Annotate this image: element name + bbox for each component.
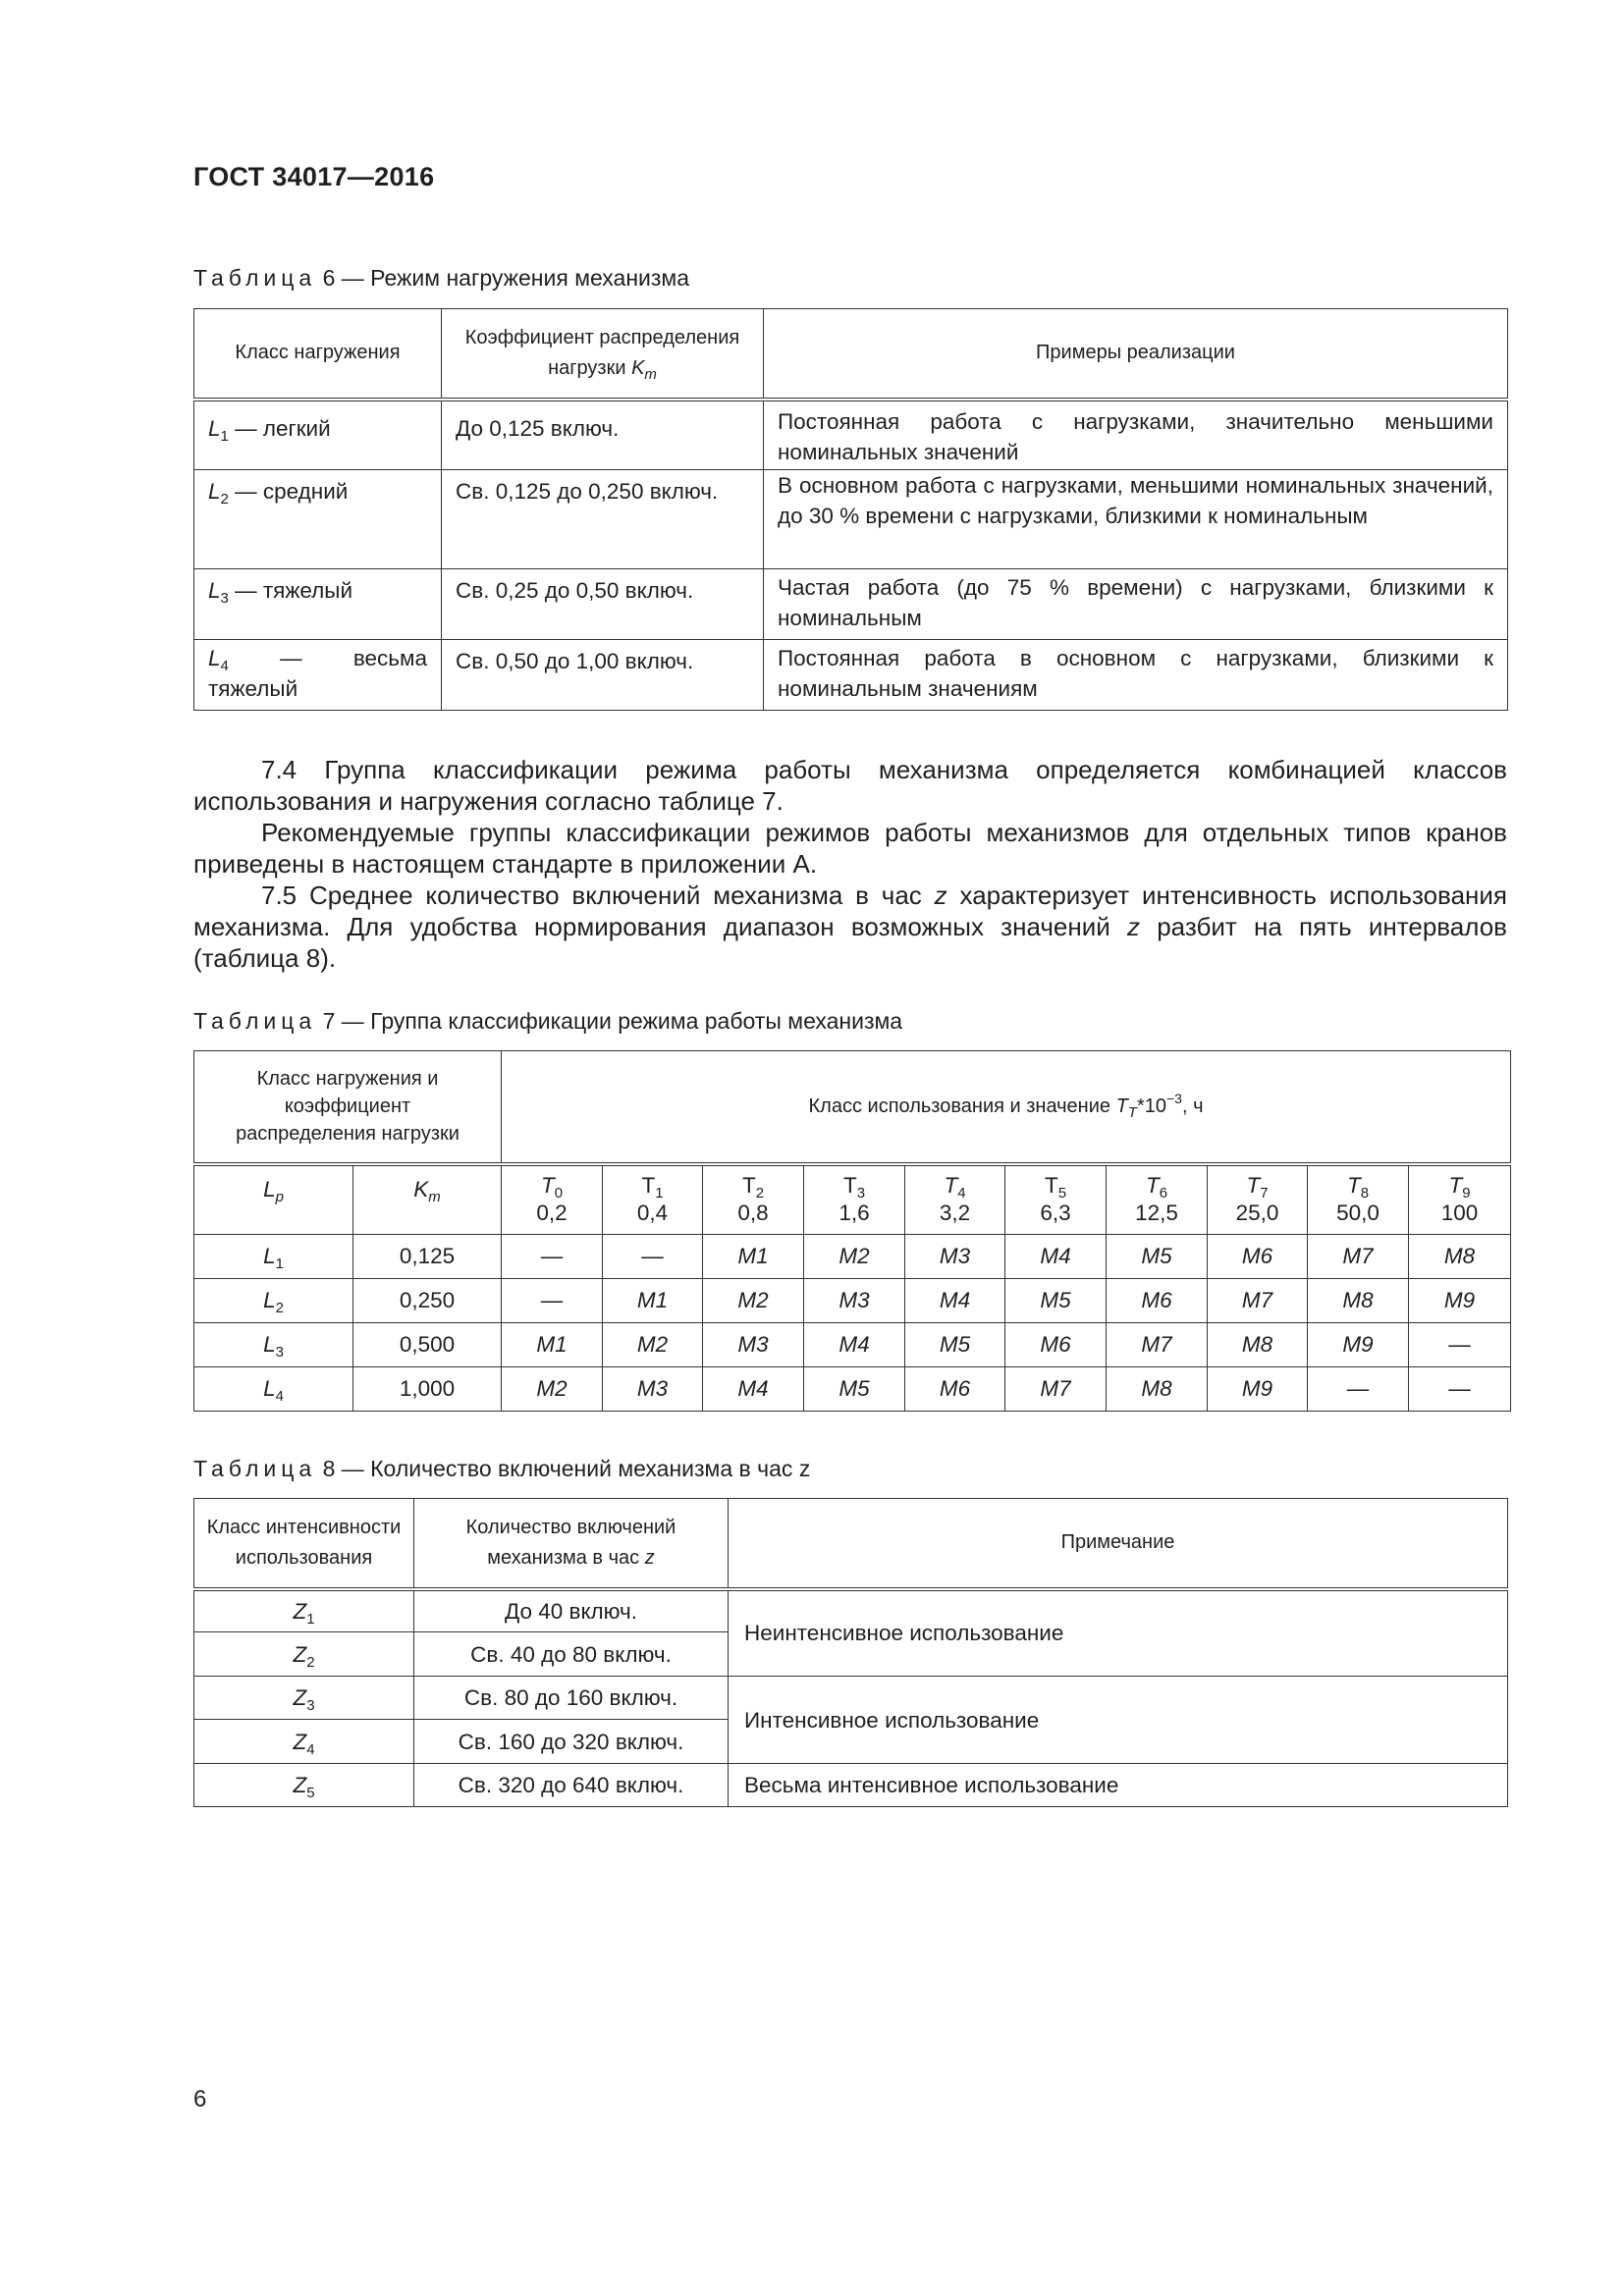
table7-caption-text: 7 — Группа классификации режима работы механизма — [322, 1008, 903, 1034]
table8-class-cell: $Z_5$ — [194, 1764, 414, 1807]
table7-group-cell: M3 — [703, 1323, 804, 1367]
table-row — [194, 1677, 1508, 1720]
table7-t-head: $T_8$ 50,0 — [1308, 1164, 1409, 1235]
table7-group-cell: M4 — [905, 1279, 1005, 1323]
table8-caption — [193, 1456, 810, 1482]
table7-group-cell: M9 — [1208, 1367, 1308, 1412]
table7-group-cell: — — [603, 1235, 703, 1279]
table6-example-cell: Постоянная работа с нагрузками, значительно меньшими номинальных значений — [764, 400, 1508, 470]
table8-count-cell: До 40 включ. — [414, 1589, 729, 1632]
table8-class-cell: $Z_1$ — [194, 1589, 414, 1632]
table7-group-cell: M2 — [804, 1235, 905, 1279]
table7-group-cell: M5 — [1107, 1235, 1208, 1279]
table7-km-cell: 0,250 — [353, 1279, 502, 1323]
table-row — [194, 470, 1508, 569]
table7-group-cell: M5 — [804, 1367, 905, 1412]
table7-head-load-class: Класс нагружения и коэффициент распределения нагрузки — [194, 1051, 502, 1164]
table6-head-class: Класс нагружения — [194, 309, 442, 400]
table7-group-cell: M6 — [1005, 1323, 1107, 1367]
table7-km-cell: 0,125 — [353, 1235, 502, 1279]
table6 — [193, 308, 1508, 711]
table6-caption-text: 6 — Режим нагружения механизма — [322, 265, 690, 291]
table7 — [193, 1050, 1511, 1412]
table7-subheader-row — [194, 1164, 1511, 1235]
table-row — [194, 1367, 1511, 1412]
table6-head-coef: Коэффициент распределения нагрузки $K_m$ — [442, 309, 764, 400]
table6-header-row — [194, 309, 1508, 400]
table7-group-cell: — — [1409, 1367, 1511, 1412]
table7-group-cell: M3 — [603, 1367, 703, 1412]
table7-group-cell: M2 — [603, 1323, 703, 1367]
table7-t-head: $T_0$ 0,2 — [502, 1164, 603, 1235]
table7-lp-cell: $L_1$ — [194, 1235, 353, 1279]
table7-group-cell: — — [502, 1235, 603, 1279]
table8-note-cell: Интенсивное использование — [729, 1677, 1508, 1764]
table6-coef-cell: Св. 0,125 до 0,250 включ. — [442, 470, 764, 569]
table8-note-cell: Неинтенсивное использование — [729, 1589, 1508, 1677]
table8-count-cell: Св. 80 до 160 включ. — [414, 1677, 729, 1720]
table7-group-cell: M6 — [1107, 1279, 1208, 1323]
table6-caption — [193, 265, 689, 292]
table8-caption-text: 8 — Количество включений механизма в час z — [322, 1456, 811, 1481]
table8-count-cell: Св. 320 до 640 включ. — [414, 1764, 729, 1807]
table7-group-cell: M6 — [905, 1367, 1005, 1412]
table6-class-cell: $L_1$ — легкий — [194, 400, 442, 470]
table8-count-cell: Св. 160 до 320 включ. — [414, 1720, 729, 1764]
table6-example-cell: Постоянная работа в основном с нагрузками, близкими к номинальным значениям — [764, 640, 1508, 711]
table-row — [194, 569, 1508, 640]
table-row — [194, 400, 1508, 470]
table7-group-cell: M3 — [905, 1235, 1005, 1279]
table7-group-cell: — — [1409, 1323, 1511, 1367]
table7-t-head: $T_7$ 25,0 — [1208, 1164, 1308, 1235]
table7-group-cell: M7 — [1308, 1235, 1409, 1279]
table7-group-cell: M1 — [603, 1279, 703, 1323]
table7-lp-head: $L_p$ — [194, 1164, 353, 1235]
table-row — [194, 1235, 1511, 1279]
table7-group-cell: M2 — [703, 1279, 804, 1323]
table-row — [194, 1589, 1508, 1632]
table7-group-cell: M4 — [804, 1323, 905, 1367]
table7-header-row — [194, 1051, 1511, 1164]
table7-lp-cell: $L_2$ — [194, 1279, 353, 1323]
table7-group-cell: M5 — [905, 1323, 1005, 1367]
table7-t-head: $T_1$ 0,4 — [603, 1164, 703, 1235]
table6-example-cell: Частая работа (до 75 % времени) с нагрузками, близкими к номинальным — [764, 569, 1508, 640]
table8-head-count: Количество включений механизма в час z — [414, 1499, 729, 1589]
paragraph-7-4: 7.4 Группа классификации режима работы механизма определяется комбинацией классов использования и нагружения согласно таблице 7. — [193, 755, 1507, 816]
table8-class-cell: $Z_2$ — [194, 1632, 414, 1677]
table-row — [194, 1764, 1508, 1807]
table7-group-cell: M3 — [804, 1279, 905, 1323]
table7-caption — [193, 1008, 902, 1035]
table7-group-cell: M9 — [1308, 1323, 1409, 1367]
table6-coef-cell: Св. 0,50 до 1,00 включ. — [442, 640, 764, 711]
table8-head-class: Класс интенсивности использования — [194, 1499, 414, 1589]
table7-t-head: $T_5$ 6,3 — [1005, 1164, 1107, 1235]
table7-group-cell: M1 — [703, 1235, 804, 1279]
table7-t-head: $T_6$ 12,5 — [1107, 1164, 1208, 1235]
table7-group-cell: M8 — [1208, 1323, 1308, 1367]
table7-lp-cell: $L_3$ — [194, 1323, 353, 1367]
table7-group-cell: — — [1308, 1367, 1409, 1412]
table-row — [194, 1279, 1511, 1323]
table8-head-note: Примечание — [729, 1499, 1508, 1589]
table7-group-cell: M9 — [1409, 1279, 1511, 1323]
page-number: 6 — [193, 2086, 207, 2112]
paragraph-7-5: 7.5 Среднее количество включений механизма в час z характеризует интенсивность использования механизма. Для удобства нормирования диапазон возможных значений z разбит на пять интервалов (таблица 8). — [193, 881, 1507, 973]
table7-group-cell: M2 — [502, 1367, 603, 1412]
table7-group-cell: M8 — [1308, 1279, 1409, 1323]
table8-note-cell: Весьма интенсивное использование — [729, 1764, 1508, 1807]
table7-group-cell: M6 — [1208, 1235, 1308, 1279]
table8 — [193, 1498, 1508, 1807]
table7-group-cell: M8 — [1409, 1235, 1511, 1279]
table6-class-cell: $L_4$ — весьма тяжелый — [194, 640, 442, 711]
table7-km-cell: 1,000 — [353, 1367, 502, 1412]
table7-t-head: $T_2$ 0,8 — [703, 1164, 804, 1235]
document-header: ГОСТ 34017—2016 — [193, 162, 435, 191]
table8-header-row — [194, 1499, 1508, 1589]
table6-class-cell: $L_3$ — тяжелый — [194, 569, 442, 640]
table7-group-cell: M7 — [1005, 1367, 1107, 1412]
table7-head-usage-class: Класс использования и значение $T_T*10^{-3}$, ч — [502, 1051, 1511, 1164]
table7-km-head: $K_m$ — [353, 1164, 502, 1235]
table7-group-cell: M7 — [1208, 1279, 1308, 1323]
table-row — [194, 640, 1508, 711]
table6-class-cell: $L_2$ — средний — [194, 470, 442, 569]
table7-group-cell: M4 — [1005, 1235, 1107, 1279]
table-row — [194, 1323, 1511, 1367]
table8-count-cell: Св. 40 до 80 включ. — [414, 1632, 729, 1677]
table7-group-cell: M7 — [1107, 1323, 1208, 1367]
table6-caption-lead: Таблица — [193, 265, 317, 291]
table7-t-head: $T_3$ 1,6 — [804, 1164, 905, 1235]
table7-lp-cell: $L_4$ — [194, 1367, 353, 1412]
table7-group-cell: M5 — [1005, 1279, 1107, 1323]
table7-caption-lead: Таблица — [193, 1008, 317, 1034]
table7-t-head: $T_9$ 100 — [1409, 1164, 1511, 1235]
table7-group-cell: — — [502, 1279, 603, 1323]
table6-coef-cell: Св. 0,25 до 0,50 включ. — [442, 569, 764, 640]
paragraph-recommended: Рекомендуемые группы классификации режимов работы механизмов для отдельных типов кранов приведены в настоящем стандарте в приложении А. — [193, 818, 1507, 879]
table6-head-examples: Примеры реализации — [764, 309, 1508, 400]
table7-km-cell: 0,500 — [353, 1323, 502, 1367]
table6-example-cell: В основном работа с нагрузками, меньшими номинальных значений, до 30 % времени с нагрузками, близкими к номинальным — [764, 470, 1508, 569]
table8-caption-lead: Таблица — [193, 1456, 317, 1481]
table7-group-cell: M8 — [1107, 1367, 1208, 1412]
table7-t-head: $T_4$ 3,2 — [905, 1164, 1005, 1235]
table7-group-cell: M4 — [703, 1367, 804, 1412]
table8-class-cell: $Z_4$ — [194, 1720, 414, 1764]
table8-class-cell: $Z_3$ — [194, 1677, 414, 1720]
table6-coef-cell: До 0,125 включ. — [442, 400, 764, 470]
table7-group-cell: M1 — [502, 1323, 603, 1367]
